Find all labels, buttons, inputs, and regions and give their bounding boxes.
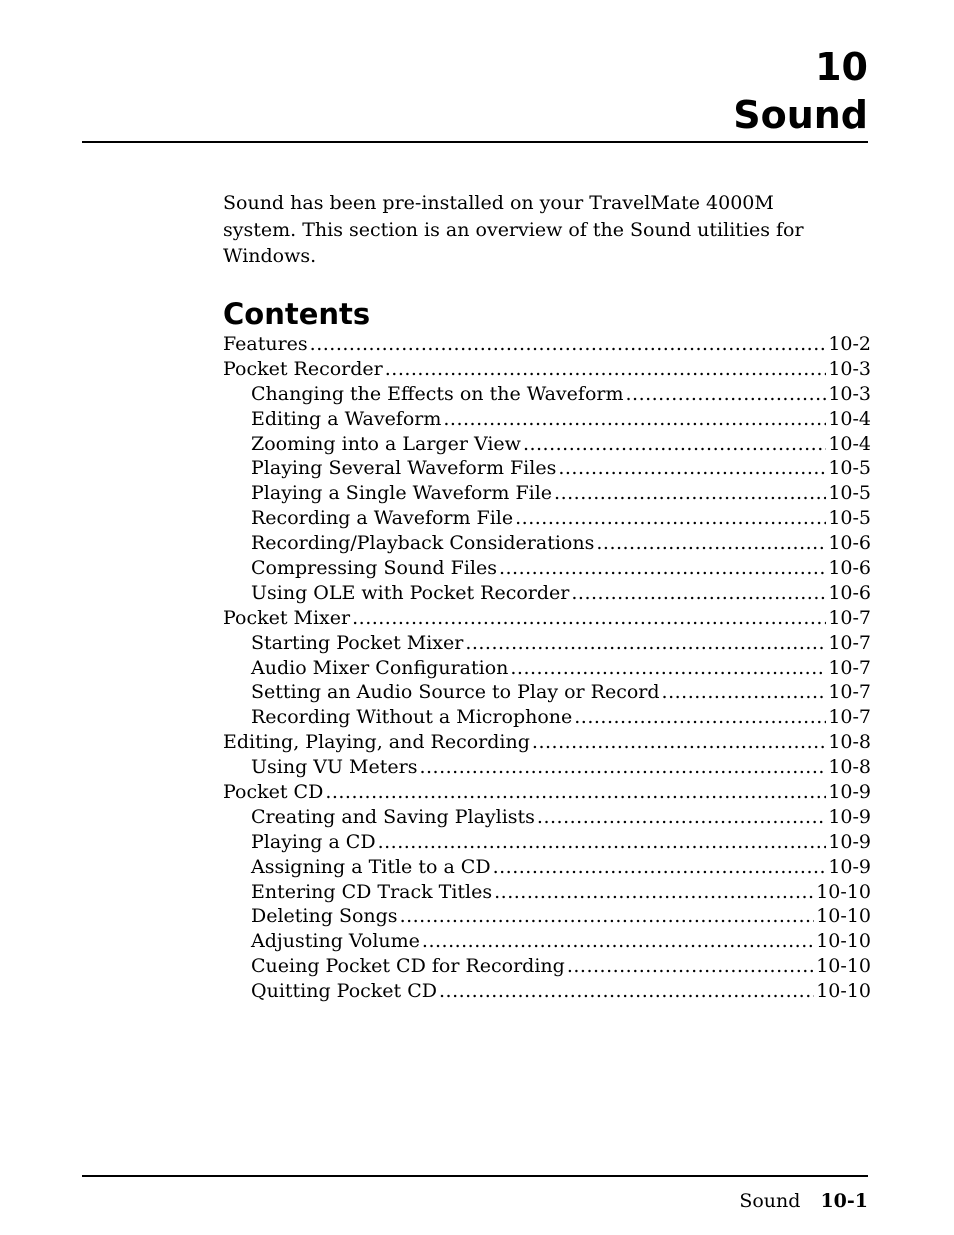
toc-entry[interactable]	[223, 904, 871, 929]
toc-dot-leader	[554, 481, 826, 506]
toc-entry-label: Using OLE with Pocket Recorder	[251, 581, 570, 604]
toc-dot-leader	[352, 606, 826, 631]
toc-entry[interactable]	[223, 805, 871, 830]
toc-dot-leader	[419, 755, 826, 780]
toc-dot-leader	[571, 581, 826, 606]
toc-entry-label: Playing a CD	[251, 830, 376, 853]
toc-entry-label: Playing a Single Waveform File	[251, 482, 553, 505]
toc-dot-leader	[378, 830, 827, 855]
toc-entry[interactable]	[223, 456, 871, 481]
toc-entry-label: Creating and Saving Playlists	[251, 805, 535, 828]
toc-dot-leader	[596, 531, 826, 556]
toc-entry-page: 10-6	[828, 557, 871, 580]
toc-entry-label: Starting Pocket Mixer	[251, 631, 464, 654]
toc-entry[interactable]	[223, 705, 871, 730]
toc-entry[interactable]	[223, 730, 871, 755]
toc-entry-label: Playing Several Waveform Files	[251, 457, 557, 480]
toc-entry-page: 10-7	[828, 656, 871, 679]
toc-dot-leader	[493, 855, 827, 880]
toc-entry-page: 10-9	[828, 805, 871, 828]
toc-entry-page: 10-6	[828, 532, 871, 555]
toc-entry-label: Entering CD Track Titles	[251, 880, 493, 903]
footer-rule	[82, 1175, 868, 1177]
toc-dot-leader	[325, 780, 826, 805]
toc-entry[interactable]	[223, 556, 871, 581]
toc-entry-page: 10-7	[828, 606, 871, 629]
toc-entry-page: 10-5	[828, 457, 871, 480]
toc-entry[interactable]	[223, 954, 871, 979]
toc-entry-page: 10-10	[816, 905, 871, 928]
toc-entry-page: 10-9	[828, 830, 871, 853]
toc-entry[interactable]	[223, 531, 871, 556]
toc-entry-label: Recording/Playback Considerations	[251, 532, 595, 555]
toc-entry-label: Setting an Audio Source to Play or Record	[251, 681, 660, 704]
toc-entry-label: Audio Mixer Configuration	[251, 656, 509, 679]
toc-entry-page: 10-3	[828, 382, 871, 405]
toc-entry-label: Deleting Songs	[251, 905, 398, 928]
toc-entry[interactable]	[223, 481, 871, 506]
toc-entry-label: Changing the Effects on the Waveform	[251, 382, 624, 405]
toc-entry-page: 10-3	[828, 357, 871, 380]
toc-entry-label: Editing a Waveform	[251, 407, 442, 430]
toc-entry[interactable]	[223, 382, 871, 407]
toc-dot-leader	[532, 730, 826, 755]
toc-entry[interactable]	[223, 581, 871, 606]
footer-section-name: Sound	[739, 1190, 801, 1212]
toc-entry-label: Features	[223, 333, 308, 355]
toc-entry-label: Recording a Waveform File	[251, 507, 514, 530]
toc-entry-page: 10-7	[828, 706, 871, 729]
toc-entry[interactable]	[223, 755, 871, 780]
toc-entry-label: Cueing Pocket CD for Recording	[251, 955, 565, 978]
toc-dot-leader	[625, 382, 826, 407]
toc-entry-label: Pocket CD	[223, 781, 324, 804]
toc-entry-page: 10-5	[828, 507, 871, 530]
toc-dot-leader	[510, 656, 826, 681]
toc-entry-label: Recording Without a Microphone	[251, 706, 573, 729]
toc-dot-leader	[567, 954, 814, 979]
toc-entry[interactable]	[223, 855, 871, 880]
toc-dot-leader	[400, 904, 815, 929]
contents-heading: Contents	[223, 297, 371, 331]
toc-entry-page: 10-4	[828, 432, 871, 455]
toc-entry-page: 10-9	[828, 781, 871, 804]
toc-entry-label: Pocket Mixer	[223, 606, 351, 629]
toc-entry-page: 10-4	[828, 407, 871, 430]
toc-dot-leader	[310, 332, 827, 357]
header-rule	[82, 141, 868, 143]
toc-entry[interactable]	[223, 631, 871, 656]
toc-entry[interactable]	[223, 830, 871, 855]
toc-dot-leader	[439, 979, 814, 1004]
toc-entry-label: Zooming into a Larger View	[251, 432, 521, 455]
table-of-contents	[223, 332, 871, 1004]
toc-entry-label: Quitting Pocket CD	[251, 980, 437, 1003]
toc-entry[interactable]	[223, 357, 871, 382]
toc-entry[interactable]	[223, 432, 871, 457]
toc-entry[interactable]	[223, 979, 871, 1004]
toc-entry-page: 10-10	[816, 955, 871, 978]
toc-entry[interactable]	[223, 606, 871, 631]
toc-entry-page: 10-8	[828, 756, 871, 779]
toc-entry[interactable]	[223, 506, 871, 531]
toc-entry-page: 10-5	[828, 482, 871, 505]
footer-page-number: 10-1	[820, 1190, 868, 1212]
toc-entry-page: 10-10	[816, 880, 871, 903]
toc-entry-page: 10-6	[828, 581, 871, 604]
toc-dot-leader	[465, 631, 826, 656]
toc-entry-page: 10-9	[828, 855, 871, 878]
page-footer	[739, 1188, 868, 1214]
toc-entry-page: 10-10	[816, 980, 871, 1003]
toc-entry-page: 10-2	[828, 333, 871, 355]
toc-dot-leader	[515, 506, 826, 531]
toc-entry-label: Pocket Recorder	[223, 357, 383, 380]
toc-dot-leader	[499, 556, 826, 581]
toc-entry[interactable]	[223, 780, 871, 805]
toc-entry-label: Adjusting Volume	[251, 930, 420, 953]
chapter-title: Sound	[733, 93, 868, 137]
toc-entry[interactable]	[223, 880, 871, 905]
toc-entry-label: Assigning a Title to a CD	[251, 855, 491, 878]
toc-dot-leader	[494, 880, 814, 905]
intro-paragraph: Sound has been pre-installed on your TravelMate 4000M system. This section is an overview of the Sound utilities for Windows.	[223, 192, 804, 267]
toc-entry-page: 10-8	[828, 731, 871, 754]
toc-entry-label: Compressing Sound Files	[251, 557, 497, 580]
toc-entry[interactable]	[223, 407, 871, 432]
toc-dot-leader	[443, 407, 826, 432]
toc-entry[interactable]	[223, 332, 871, 357]
toc-entry[interactable]	[223, 680, 871, 705]
toc-dot-leader	[537, 805, 826, 830]
chapter-number: 10	[815, 45, 868, 89]
toc-entry[interactable]	[223, 656, 871, 681]
toc-entry-page: 10-10	[816, 930, 871, 953]
toc-entry-label: Editing, Playing, and Recording	[223, 731, 530, 754]
toc-dot-leader	[574, 705, 826, 730]
toc-dot-leader	[422, 929, 814, 954]
toc-entry[interactable]	[223, 929, 871, 954]
toc-entry-label: Using VU Meters	[251, 756, 418, 779]
toc-dot-leader	[558, 456, 826, 481]
toc-entry-page: 10-7	[828, 681, 871, 704]
toc-dot-leader	[385, 357, 827, 382]
toc-entry-page: 10-7	[828, 631, 871, 654]
toc-dot-leader	[523, 432, 826, 457]
toc-dot-leader	[662, 680, 827, 705]
